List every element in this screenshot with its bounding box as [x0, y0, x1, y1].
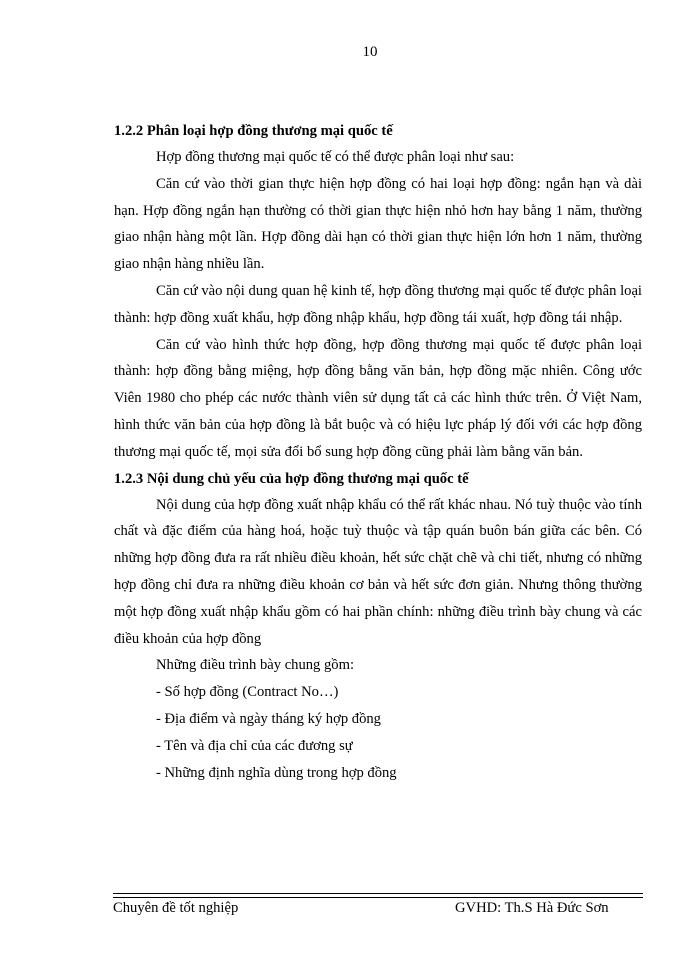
paragraph: Nội dung của hợp đồng xuất nhập khẩu có thể rất khác nhau. Nó tuỳ thuộc vào tính chất và đặc điểm của hàng hoá, hoặc tuỳ thuộc và tập quán buôn bán giữa các bên. Có những hợp đồng đưa ra rất nhiều điều khoản, hết sức chặt chẽ và chi tiết, nhưng có những hợp đồng chỉ đưa ra những điều khoản cơ bản và hết sức đơn giản. Nhưng thông thường một hợp đồng xuất nhập khẩu gồm có hai phần chính: những điều trình bày chung và các điều khoản của hợp đồng [114, 496, 642, 647]
page-number: 10 [362, 44, 378, 60]
paragraph: Căn cứ vào thời gian thực hiện hợp đồng có hai loại hợp đồng: ngắn hạn và dài hạn. Hợp đồng ngắn hạn thường có thời gian thực hiện nhỏ hơn hay bằng 1 năm, thường giao nhận hàng một lần. Hợp đồng dài hạn có thời gian thực hiện lớn hơn 1 năm, thường giao nhận hàng nhiều lần. [114, 175, 642, 273]
footer-advisor: GVHD: Th.S Hà Đức Sơn [455, 900, 609, 916]
footer-divider [113, 893, 643, 898]
list-intro: Những điều trình bày chung gồm: [156, 657, 355, 674]
paragraph: Căn cứ vào nội dung quan hệ kinh tế, hợp đồng thương mại quốc tế được phân loại thành: hợp đồng xuất khẩu, hợp đồng nhập khẩu, hợp đồng tái xuất, hợp đồng tái nhập. [114, 282, 642, 326]
section-heading-1-2-3: 1.2.3 Nội dung chủ yếu của hợp đồng thương mại quốc tế [114, 470, 469, 487]
list-item: - Địa điểm và ngày tháng ký hợp đồng [156, 710, 381, 727]
footer-title: Chuyên đề tốt nghiệp [113, 900, 239, 916]
list-item: - Những định nghĩa dùng trong hợp đồng [156, 764, 397, 781]
list-item: - Tên và địa chỉ của các đương sự [156, 737, 353, 754]
paragraph: Hợp đồng thương mại quốc tế có thể được phân loại như sau: [156, 149, 515, 165]
document-body [114, 118, 642, 786]
paragraph: Căn cứ vào hình thức hợp đồng, hợp đồng thương mại quốc tế được phân loại thành: hợp đồng bằng miệng, hợp đồng bằng văn bản, hợp đồng mặc nhiên. Công ước Viên 1980 cho phép các nước thành viên sử dụng tất cả các hình thức trên. Ở Việt Nam, hình thức văn bản của hợp đồng là bắt buộc và có hiệu lực pháp lý đối với các hợp đồng thương mại quốc tế, mọi sửa đổi bổ sung hợp đồng cũng phải làm bằng văn bản. [114, 336, 642, 460]
list-item: - Số hợp đồng (Contract No…) [156, 684, 339, 701]
section-heading-1-2-2: 1.2.2 Phân loại hợp đồng thương mại quốc tế [114, 123, 393, 139]
